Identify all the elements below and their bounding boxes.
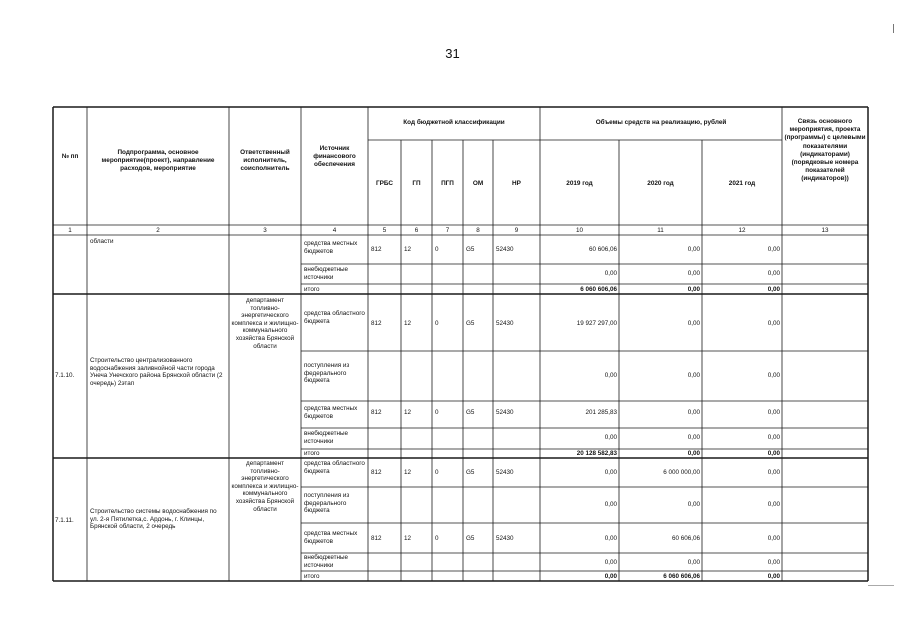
block1-federal-2020: 0,00 <box>687 372 700 379</box>
block2-regional-2021: 0,00 <box>767 469 780 476</box>
block0-offbudget-2019: 0,00 <box>604 270 617 277</box>
block0-total-2020: 0,00 <box>687 286 700 293</box>
colnum-4: 4 <box>332 227 337 234</box>
block1-federal-2021: 0,00 <box>767 372 780 379</box>
block1-program: Строительство централизованного водоснабжения заливнойной части города Унеча Унечского района Брянской области (2 очередь) 2этап <box>90 357 223 387</box>
block1-total-2019: 20 128 582,83 <box>576 450 617 457</box>
block2-program: Строительство системы водоснабжения по ул. 2-я Пятилетка,с. Ардонь, г. Клинцы, Брянской области, 2 очередь <box>90 508 217 531</box>
header-col-link: Связь основного мероприятия, проекта (программы) с целевыми показателями (индикаторами) (порядковые номера показателей (индикаторов)) <box>784 118 866 183</box>
block2-local-gp: 12 <box>404 535 412 542</box>
block1-source-regional: средства областного бюджета <box>304 310 365 325</box>
header-pgp: ПГП <box>441 180 454 187</box>
block0-source-local: средства местных бюджетов <box>304 240 358 255</box>
block1-regional-2019: 19 927 297,00 <box>576 320 617 327</box>
header-col-source: Источник финансового обеспечения <box>313 145 356 169</box>
block1-offbudget-2019: 0,00 <box>604 434 617 441</box>
block1-gp: 12 <box>404 320 412 327</box>
block2-grbs: 812 <box>371 469 382 476</box>
block2-local-2021: 0,00 <box>767 535 780 542</box>
block2-source-local: средства местных бюджетов <box>304 530 358 545</box>
block1-regional-2020: 0,00 <box>687 320 700 327</box>
colnum-1: 1 <box>68 227 72 234</box>
block2-np: 52430 <box>496 469 514 476</box>
block1-source-local: средства местных бюджетов <box>304 405 358 420</box>
block2-offbudget-2019: 0,00 <box>604 559 617 566</box>
block1-total-2020: 0,00 <box>687 450 700 457</box>
block2-total-label: итого <box>304 573 320 580</box>
block0-local-2021: 0,00 <box>767 246 780 253</box>
block1-total-label: итого <box>304 450 320 457</box>
block2-source-regional: средства областного бюджета <box>304 460 365 475</box>
block2-source-offbudget: внебюджетные источники <box>304 554 349 569</box>
header-col-num: № пп <box>61 153 79 160</box>
header-np: НР <box>512 180 521 187</box>
header-col-program: Подпрограмма, основное мероприятие(проект), направление расходов, мероприятие <box>101 149 215 173</box>
block2-gp: 12 <box>404 469 412 476</box>
block0-pgp: 0 <box>435 246 439 253</box>
block2-total-2019: 0,00 <box>604 573 617 580</box>
header-grbs: ГРБС <box>375 180 393 187</box>
colnum-10: 10 <box>575 227 583 234</box>
block2-total-2021: 0,00 <box>767 573 780 580</box>
block0-local-2019: 60 606,06 <box>588 246 617 253</box>
block1-local-om: G5 <box>466 409 475 416</box>
block0-source-offbudget: внебюджетные источники <box>304 266 349 281</box>
page-number: 31 <box>445 46 460 61</box>
block0-total-2021: 0,00 <box>767 286 780 293</box>
block0-program-tail: области <box>90 238 114 245</box>
block2-num: 7.1.11. <box>55 517 74 524</box>
header-om: ОМ <box>472 180 484 187</box>
block2-regional-2019: 0,00 <box>604 469 617 476</box>
block2-offbudget-2020: 0,00 <box>687 559 700 566</box>
block0-offbudget-2020: 0,00 <box>687 270 700 277</box>
block0-np: 52430 <box>496 246 514 253</box>
block1-local-pgp: 0 <box>435 409 439 416</box>
block2-om: G5 <box>466 469 475 476</box>
block1-local-2019: 201 285,83 <box>585 409 617 416</box>
block1-responsible: департамент топливно-энергетического комплекса и жилищно-коммунального хозяйства Брянской области <box>231 297 299 350</box>
block0-om: G5 <box>466 246 475 253</box>
header-2021: 2021 год <box>728 180 756 187</box>
block0-offbudget-2021: 0,00 <box>767 270 780 277</box>
colnum-9: 9 <box>514 227 519 234</box>
block2-local-pgp: 0 <box>435 535 439 542</box>
block2-local-np: 52430 <box>496 535 514 542</box>
header-volumes-group: Объемы средств на реализацию, рублей <box>595 119 727 126</box>
header-2019: 2019 год <box>566 180 593 187</box>
block2-source-federal: поступления из федерального бюджета <box>304 492 350 515</box>
colnum-7: 7 <box>445 227 450 234</box>
colnum-6: 6 <box>414 227 419 234</box>
header-2020: 2020 год <box>647 180 674 187</box>
block1-source-federal: поступления из федерального бюджета <box>304 362 350 385</box>
scan-mark <box>893 24 894 33</box>
block1-local-np: 52430 <box>496 409 514 416</box>
colnum-3: 3 <box>263 227 267 234</box>
scan-mark <box>868 585 894 586</box>
block1-om: G5 <box>466 320 475 327</box>
block1-federal-2019: 0,00 <box>604 372 617 379</box>
block1-local-2021: 0,00 <box>767 409 780 416</box>
block0-grbs: 812 <box>371 246 382 253</box>
block1-np: 52430 <box>496 320 514 327</box>
colnum-8: 8 <box>476 227 480 234</box>
block2-federal-2019: 0,00 <box>604 501 617 508</box>
block1-offbudget-2020: 0,00 <box>687 434 700 441</box>
block1-offbudget-2021: 0,00 <box>767 434 780 441</box>
block2-local-2019: 0,00 <box>604 535 617 542</box>
block1-total-2021: 0,00 <box>767 450 780 457</box>
block2-total-2020: 6 060 606,06 <box>663 573 700 580</box>
block2-responsible: департамент топливно-энергетического комплекса и жилищно-коммунального хозяйства Брянской области <box>231 460 299 513</box>
block2-regional-2020: 6 000 000,00 <box>663 469 700 476</box>
colnum-5: 5 <box>382 227 387 234</box>
block2-offbudget-2021: 0,00 <box>767 559 780 566</box>
block2-local-2020: 60 606,06 <box>671 535 700 542</box>
block0-local-2020: 0,00 <box>687 246 700 253</box>
block2-federal-2021: 0,00 <box>767 501 780 508</box>
block2-federal-2020: 0,00 <box>687 501 700 508</box>
block1-local-2020: 0,00 <box>687 409 700 416</box>
colnum-13: 13 <box>821 227 829 234</box>
block1-local-gp: 12 <box>404 409 412 416</box>
colnum-2: 2 <box>156 227 160 234</box>
block0-total-2019: 6 060 606,06 <box>580 286 617 293</box>
header-budget-code-group: Код бюджетной классификации <box>403 119 505 126</box>
block0-total-label: итого <box>304 286 320 293</box>
block1-grbs: 812 <box>371 320 382 327</box>
header-col-responsible: Ответственный исполнитель, соисполнитель <box>240 149 290 173</box>
block1-local-grbs: 812 <box>371 409 382 416</box>
header-gp: ГП <box>412 180 421 187</box>
block1-regional-2021: 0,00 <box>767 320 780 327</box>
block1-source-offbudget: внебюджетные источники <box>304 430 349 445</box>
block2-local-om: G5 <box>466 535 475 542</box>
block1-num: 7.1.10. <box>55 372 75 379</box>
colnum-12: 12 <box>738 227 746 234</box>
block0-gp: 12 <box>404 246 412 253</box>
block2-pgp: 0 <box>435 469 439 476</box>
block1-pgp: 0 <box>435 320 439 327</box>
colnum-11: 11 <box>657 227 664 234</box>
block2-local-grbs: 812 <box>371 535 382 542</box>
